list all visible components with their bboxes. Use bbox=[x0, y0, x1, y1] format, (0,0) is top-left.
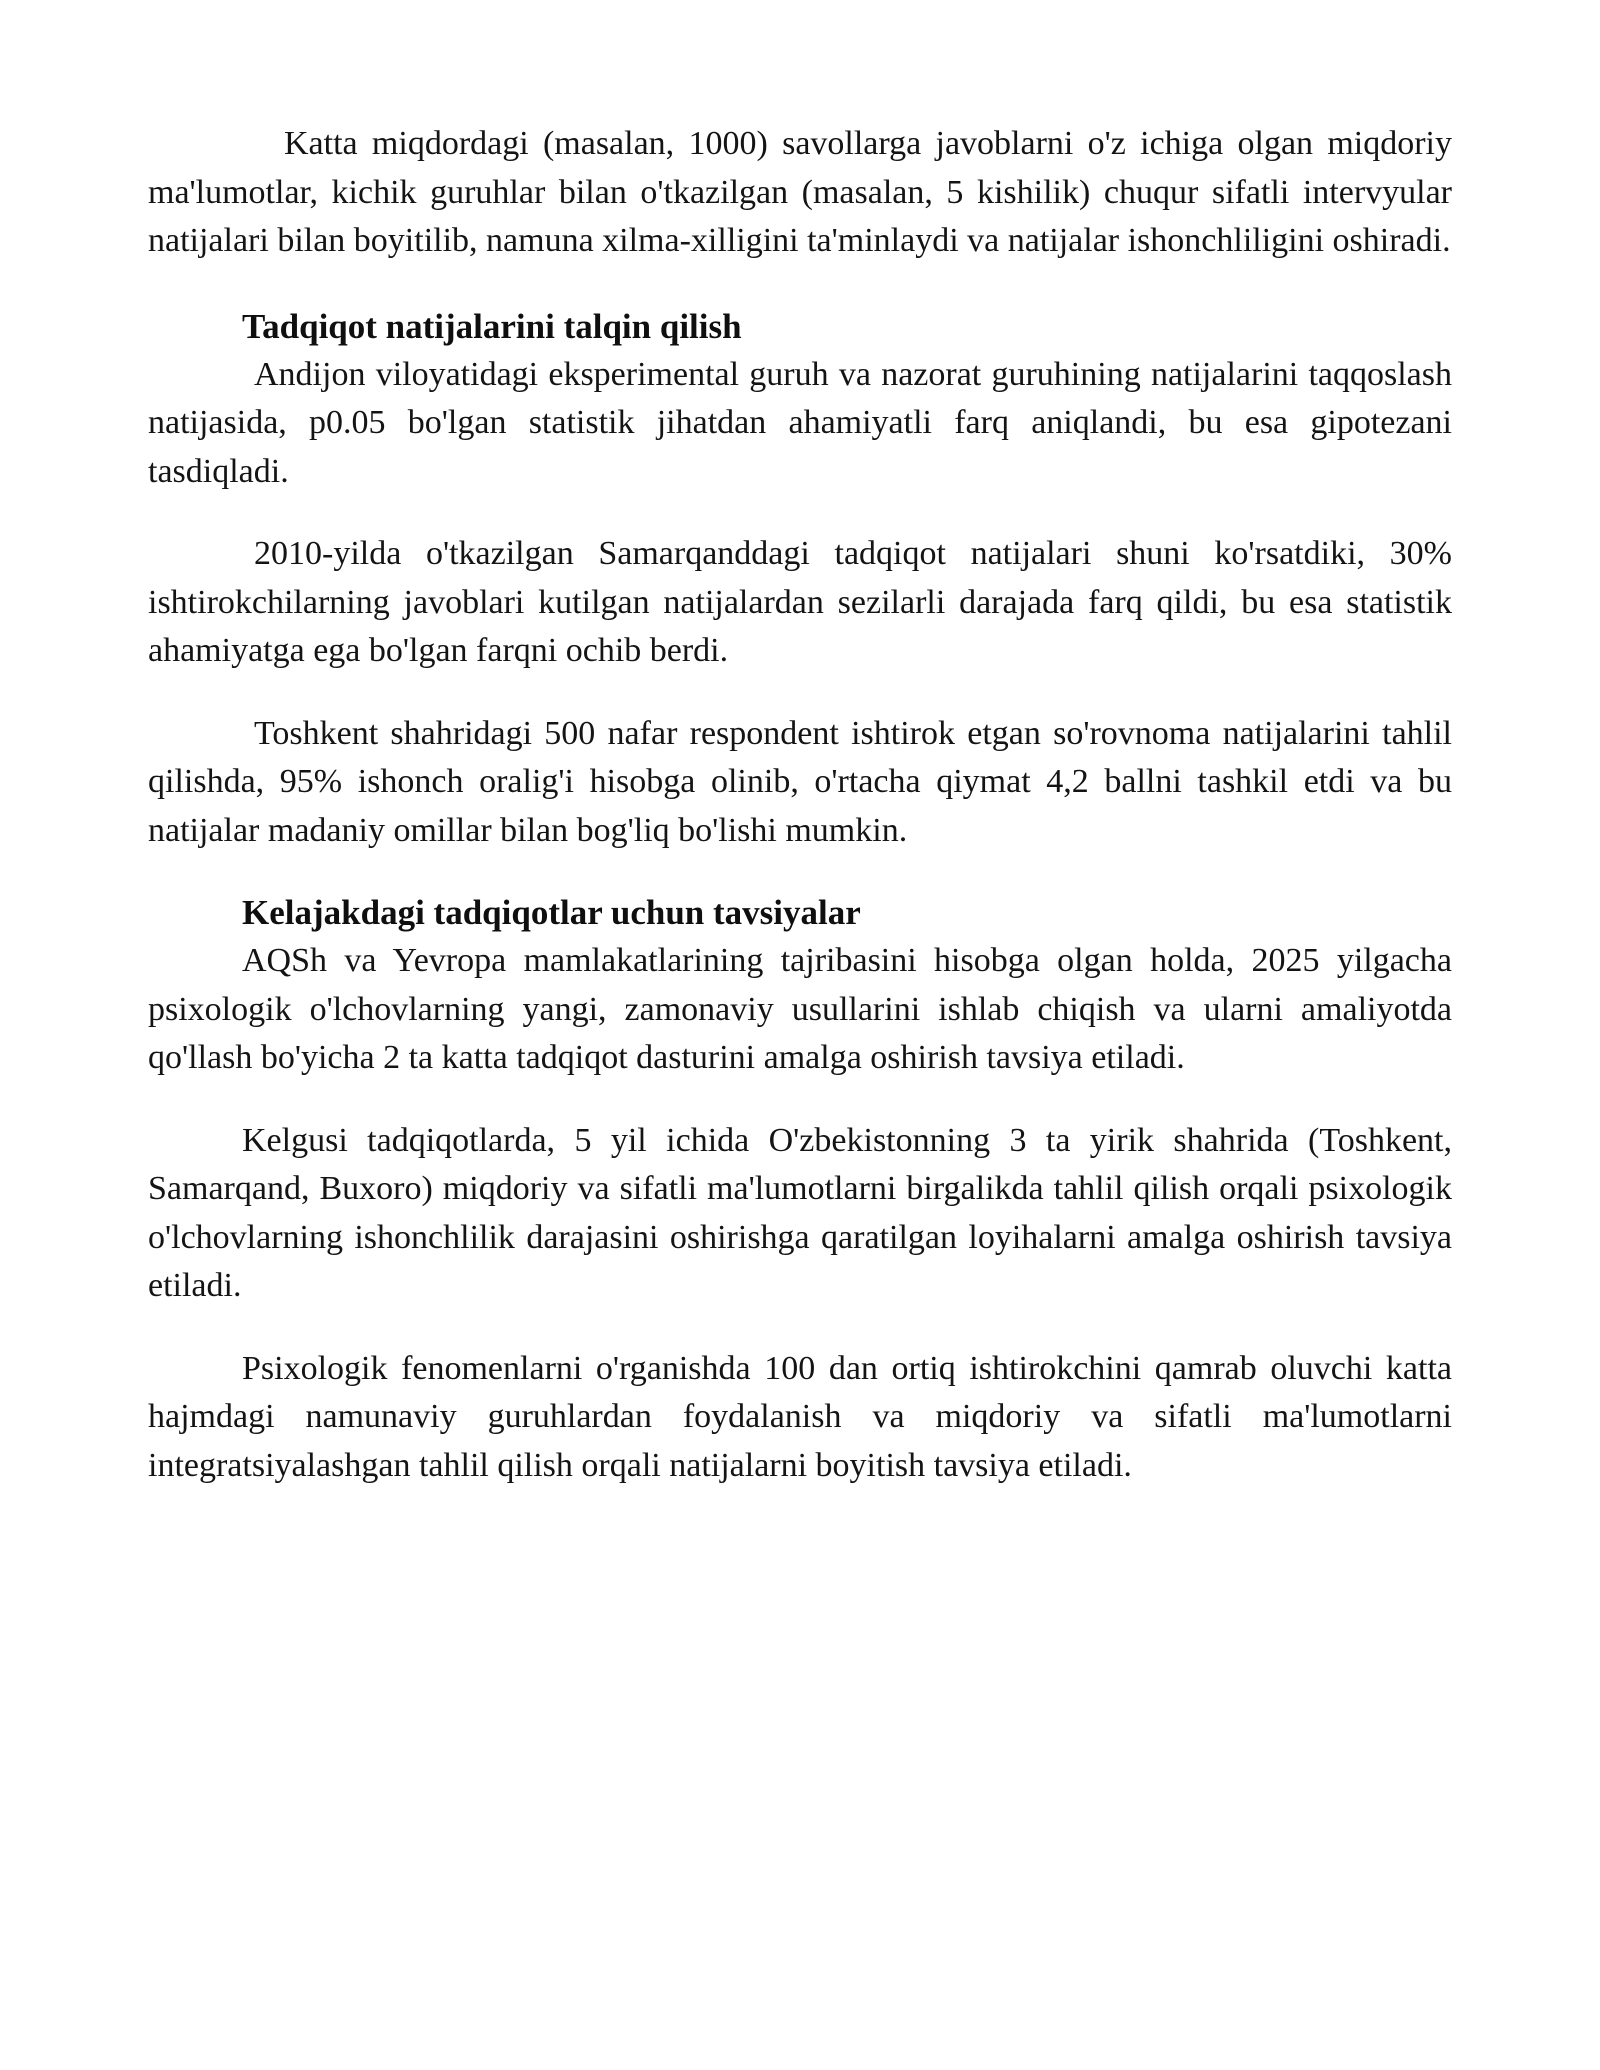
spacer bbox=[148, 1311, 1452, 1345]
spacer bbox=[148, 855, 1452, 889]
paragraph-andijon-results: Andijon viloyatidagi eksperimental guruh va nazorat guruhining natijalarini taqqoslash natijasida, p0.05 bo'lgan statistik jihatdan ahamiyatli farq aniqlandi, bu esa gipotezani tasdiqladi. bbox=[148, 355, 1452, 490]
spacer bbox=[148, 266, 1452, 303]
heading-interpretation: Tadqiqot natijalarini talqin qilish bbox=[242, 306, 742, 346]
paragraph-mixed-methods: Katta miqdordagi (masalan, 1000) savollarga javoblarni o'z ichiga olgan miqdoriy ma'lumotlar, kichik guruhlar bilan o'tkazilgan (masalan, 5 kishilik) chuqur sifatli intervyular natijalari bilan boyitilib, namuna xilma-xilligini ta'minlaydi va natijalar ishonchliligini oshiradi. bbox=[148, 125, 1452, 259]
spacer bbox=[148, 1083, 1452, 1117]
paragraph-toshkent-results: Toshkent shahridagi 500 nafar respondent ishtirok etgan so'rovnoma natijalarini tahlil qilishda, 95% ishonch oralig'i hisobga olinib, o'rtacha qiymat 4,2 ballni tashkil etdi va bu natijalar madaniy omillar bilan bog'liq bo'lishi mumkin. bbox=[148, 714, 1452, 849]
spacer bbox=[148, 496, 1452, 530]
paragraph-kelgusi-recommendation: Kelgusi tadqiqotlarda, 5 yil ichida O'zbekistonning 3 ta yirik shahrida (Toshkent, Samarqand, Buxoro) miqdoriy va sifatli ma'lumotlarni birgalikda tahlil qilish orqali psixologik o'lchovlarning ishonchlilik darajasini oshirishga qaratilgan loyihalarni amalga oshirish tavsiya etiladi. bbox=[148, 1121, 1452, 1304]
heading-recommendations: Kelajakdagi tadqiqotlar uchun tavsiyalar bbox=[242, 893, 861, 932]
paragraph-psixologik-recommendation: Psixologik fenomenlarni o'rganishda 100 dan ortiq ishtirokchini qamrab oluvchi katta hajmdagi namunaviy guruhlardan foydalanish va miqdoriy va sifatli ma'lumotlarni integratsiyalashgan tahlil qilish orqali natijalarni boyitish tavsiya etiladi. bbox=[148, 1349, 1452, 1484]
paragraph-aqsh-recommendation: AQSh va Yevropa mamlakatlarining tajribasini hisobga olgan holda, 2025 yilgacha psixologik o'lchovlarning yangi, zamonaviy usullarini ishlab chiqish va ularni amaliyotda qo'llash bo'yicha 2 ta katta tadqiqot dasturini amalga oshirish tavsiya etiladi. bbox=[148, 942, 1452, 1076]
paragraph-samarqand-results: 2010-yilda o'tkazilgan Samarqanddagi tadqiqot natijalari shuni ko'rsatdiki, 30% ishtirokchilarning javoblari kutilgan natijalardan sezilarli darajada farq qildi, bu esa statistik ahamiyatga ega bo'lgan farqni ochib berdi. bbox=[148, 535, 1452, 669]
spacer bbox=[148, 676, 1452, 710]
document-body bbox=[148, 120, 1452, 1490]
